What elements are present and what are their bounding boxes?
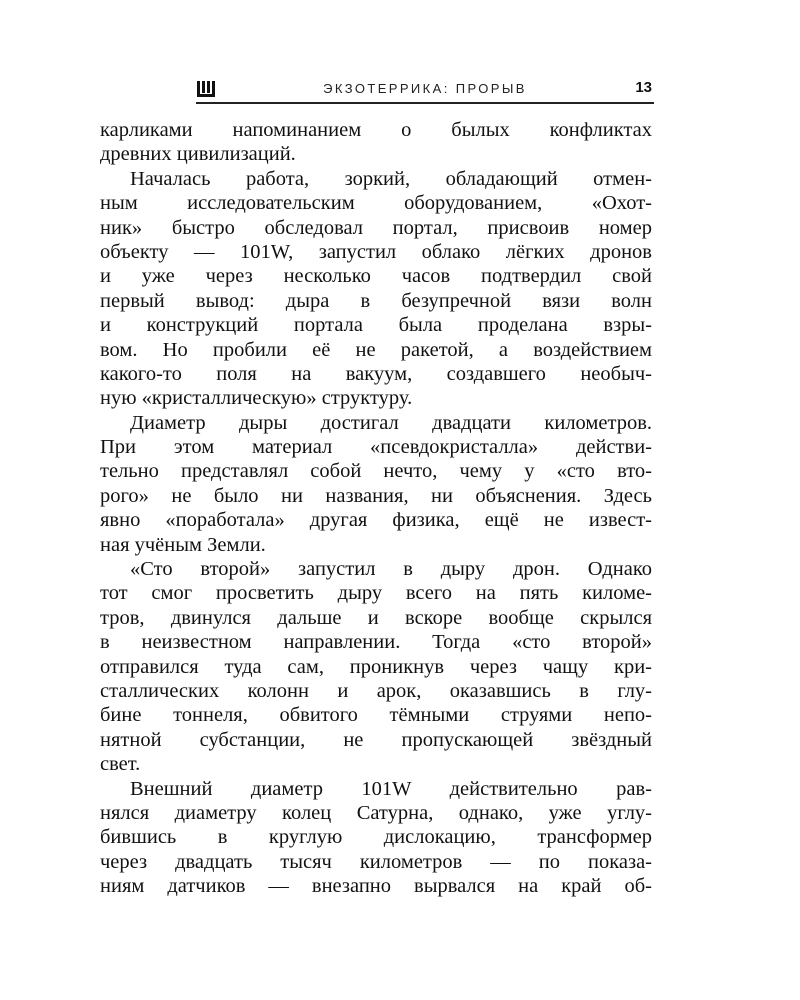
- text-line: и конструкций портала была проделана взры-: [100, 314, 652, 337]
- text-line: свет.: [100, 753, 141, 776]
- text-line: тров, двинулся дальше и вскоре вообще скрылся: [100, 606, 652, 629]
- running-header: [196, 78, 654, 104]
- text-line: сталлических колонн и арок, оказавшись в глу-: [100, 679, 652, 702]
- text-line: отправился туда сам, проникнув через чащу кри-: [100, 655, 652, 678]
- text-line: рого» не было ни названия, ни объяснения. Здесь: [100, 484, 652, 507]
- text-line: нятной субстанции, не пропускающей звёздный: [100, 728, 652, 751]
- running-title: ЭКЗОТЕРРИКА: ПРОРЫВ: [323, 81, 527, 96]
- text-line: ным исследовательским оборудованием, «Охот-: [100, 192, 652, 215]
- text-line: и уже через несколько часов подтвердил свой: [100, 265, 652, 288]
- text-line: нялся диаметру колец Сатурна, однако, уже углу-: [100, 801, 652, 824]
- text-line: тельно представлял собой нечто, чему у «сто вто-: [100, 460, 652, 483]
- text-line: вом. Но пробили её не ракетой, а воздействием: [100, 338, 652, 361]
- text-line: какого-то поля на вакуум, создавшего необыч-: [100, 362, 652, 385]
- text-line: древних цивилизаций.: [100, 143, 296, 166]
- text-line: Внешний диаметр 101W действительно рав-: [130, 777, 652, 800]
- text-line: явно «поработала» другая физика, ещё не извест-: [100, 509, 652, 532]
- text-line: Диаметр дыры достигал двадцати километров.: [130, 411, 652, 434]
- text-line: через двадцать тысяч километров — по показа-: [100, 850, 652, 873]
- text-line: бине тоннеля, обвитого тёмными струями непо-: [100, 704, 652, 727]
- page-number: 13: [635, 79, 652, 96]
- text-line: Началась работа, зоркий, обладающий отмен-: [130, 167, 652, 190]
- text-line: первый вывод: дыра в безупречной вязи волн: [100, 289, 652, 312]
- text-line: карликами напоминанием о былых конфликтах: [100, 119, 652, 141]
- text-line: ную «кристаллическую» структуру.: [100, 387, 413, 410]
- text-line: объекту — 101W, запустил облако лёгких дронов: [100, 240, 652, 263]
- text-line: ная учёным Земли.: [100, 533, 266, 556]
- text-line: тот смог просветить дыру всего на пять киломе-: [100, 582, 652, 605]
- body-text: [100, 118, 652, 899]
- text-line: бившись в круглую дислокацию, трансформер: [100, 826, 652, 849]
- text-line: При этом материал «псевдокристалла» действи-: [100, 436, 652, 459]
- text-line: «Сто второй» запустил в дыру дрон. Однако: [130, 558, 652, 581]
- text-line: ниям датчиков — внезапно вырвался на край об-: [100, 875, 652, 898]
- text-line: в неизвестном направлении. Тогда «сто второй»: [100, 631, 652, 654]
- text-line: ник» быстро обследовал портал, присвоив номер: [100, 216, 652, 239]
